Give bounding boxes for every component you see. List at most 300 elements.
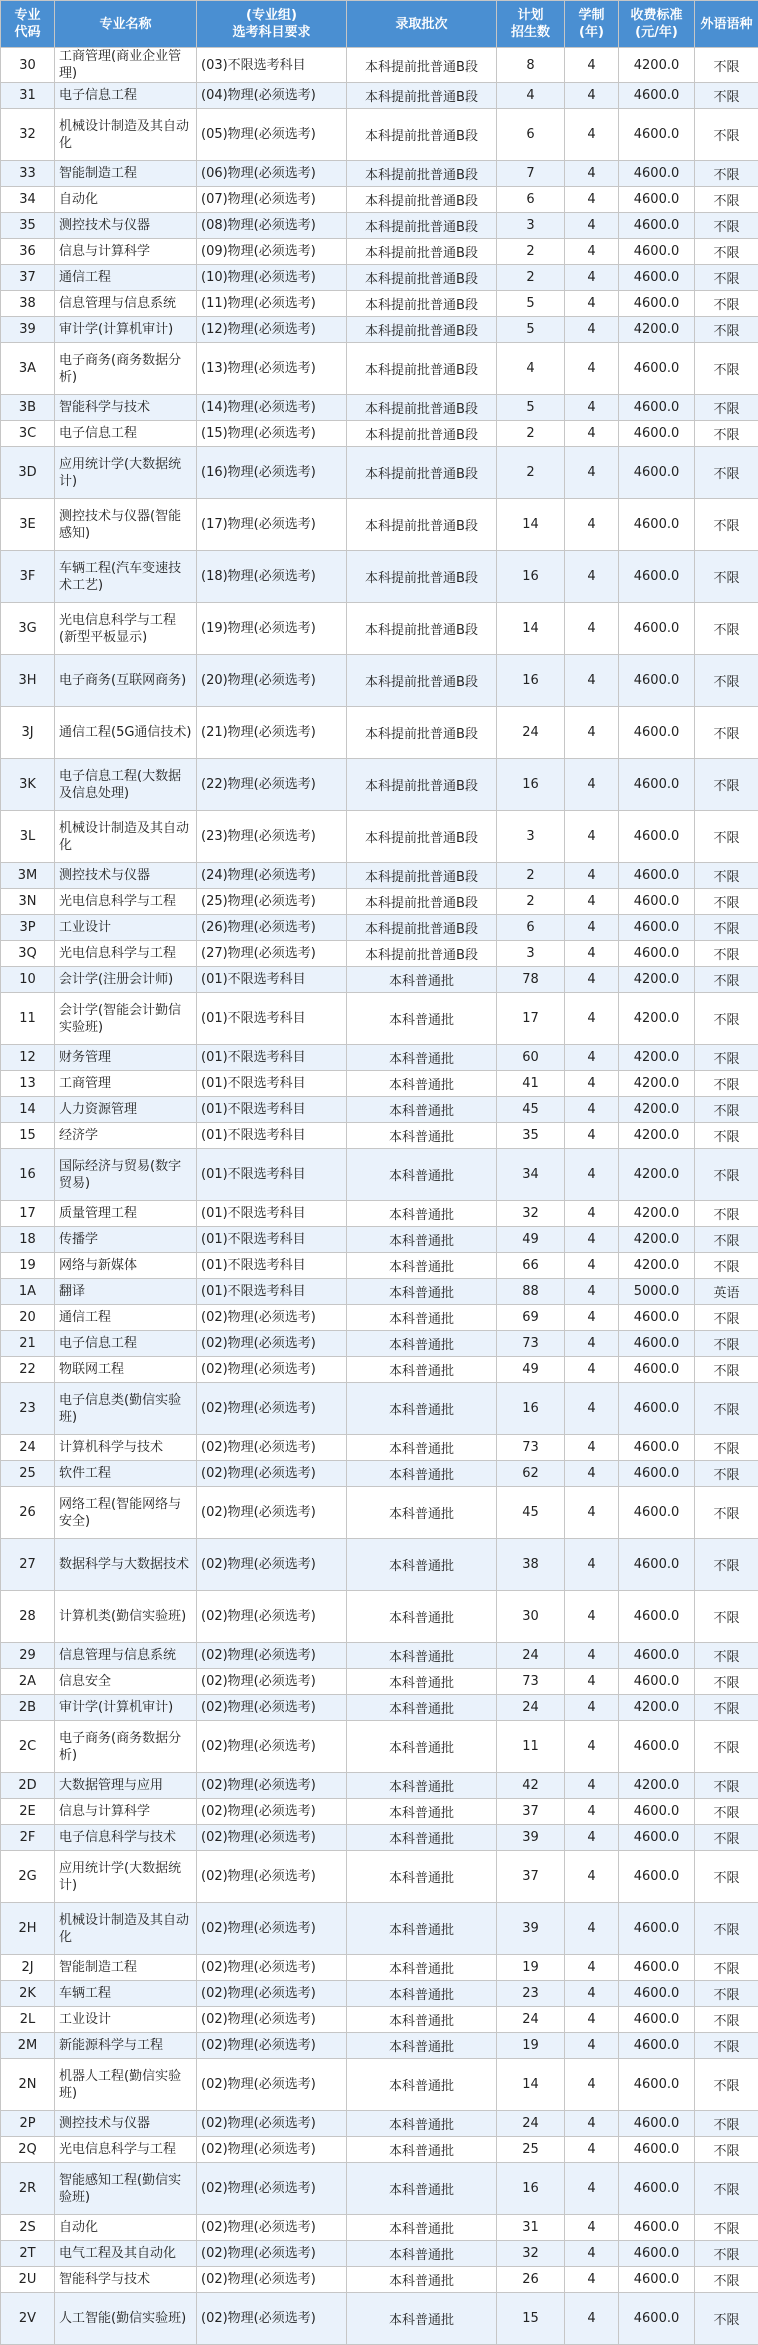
- cell-plan-count: 2: [497, 889, 565, 915]
- cell-subject-requirement: (27)物理(必须选考): [197, 941, 347, 967]
- header-duration: 学制 (年): [565, 1, 619, 48]
- cell-tuition: 4200.0: [619, 1149, 695, 1201]
- cell-duration: 4: [565, 1331, 619, 1357]
- cell-major-name: 信息安全: [55, 1669, 197, 1695]
- cell-subject-requirement: (08)物理(必须选考): [197, 213, 347, 239]
- cell-plan-count: 42: [497, 1773, 565, 1799]
- cell-subject-requirement: (02)物理(必须选考): [197, 1487, 347, 1539]
- cell-admission-batch: 本科普通批: [347, 1903, 497, 1955]
- cell-admission-batch: 本科普通批: [347, 1643, 497, 1669]
- cell-code: 2V: [1, 2293, 55, 2345]
- cell-subject-requirement: (09)物理(必须选考): [197, 239, 347, 265]
- cell-major-name: 车辆工程: [55, 1981, 197, 2007]
- cell-subject-requirement: (21)物理(必须选考): [197, 707, 347, 759]
- cell-tuition: 4600.0: [619, 1955, 695, 1981]
- cell-admission-batch: 本科普通批: [347, 1825, 497, 1851]
- cell-duration: 4: [565, 863, 619, 889]
- cell-major-name: 网络工程(智能网络与安全): [55, 1487, 197, 1539]
- cell-plan-count: 26: [497, 2267, 565, 2293]
- cell-code: 33: [1, 161, 55, 187]
- cell-code: 18: [1, 1227, 55, 1253]
- cell-tuition: 4600.0: [619, 265, 695, 291]
- cell-code: 11: [1, 993, 55, 1045]
- cell-major-name: 智能制造工程: [55, 1955, 197, 1981]
- cell-code: 28: [1, 1591, 55, 1643]
- cell-language: 不限: [695, 187, 758, 213]
- cell-code: 22: [1, 1357, 55, 1383]
- cell-major-name: 测控技术与仪器: [55, 863, 197, 889]
- cell-tuition: 4600.0: [619, 2163, 695, 2215]
- cell-code: 38: [1, 291, 55, 317]
- cell-duration: 4: [565, 1253, 619, 1279]
- table-row: [1, 499, 758, 551]
- cell-duration: 4: [565, 1799, 619, 1825]
- cell-duration: 4: [565, 1955, 619, 1981]
- cell-language: 不限: [695, 1643, 758, 1669]
- cell-major-name: 电子信息工程: [55, 421, 197, 447]
- table-row: [1, 2059, 758, 2111]
- cell-plan-count: 16: [497, 1383, 565, 1435]
- cell-language: 不限: [695, 655, 758, 707]
- table-row: [1, 1799, 758, 1825]
- cell-duration: 4: [565, 1903, 619, 1955]
- cell-major-name: 应用统计学(大数据统计): [55, 1851, 197, 1903]
- table-row: [1, 2137, 758, 2163]
- cell-major-name: 通信工程: [55, 265, 197, 291]
- cell-tuition: 4600.0: [619, 811, 695, 863]
- table-row: [1, 889, 758, 915]
- cell-duration: 4: [565, 2007, 619, 2033]
- cell-tuition: 4600.0: [619, 603, 695, 655]
- cell-major-name: 通信工程(5G通信技术): [55, 707, 197, 759]
- cell-code: 2F: [1, 1825, 55, 1851]
- cell-language: 不限: [695, 1071, 758, 1097]
- cell-duration: 4: [565, 2033, 619, 2059]
- cell-duration: 4: [565, 1461, 619, 1487]
- cell-tuition: 4600.0: [619, 395, 695, 421]
- cell-language: 不限: [695, 317, 758, 343]
- cell-plan-count: 24: [497, 1643, 565, 1669]
- cell-subject-requirement: (24)物理(必须选考): [197, 863, 347, 889]
- cell-admission-batch: 本科提前批普通B段: [347, 811, 497, 863]
- cell-code: 2Q: [1, 2137, 55, 2163]
- cell-tuition: 4600.0: [619, 1305, 695, 1331]
- cell-language: 不限: [695, 161, 758, 187]
- cell-major-name: 工业设计: [55, 2007, 197, 2033]
- cell-subject-requirement: (02)物理(必须选考): [197, 2059, 347, 2111]
- cell-admission-batch: 本科普通批: [347, 1357, 497, 1383]
- cell-code: 3A: [1, 343, 55, 395]
- cell-subject-requirement: (23)物理(必须选考): [197, 811, 347, 863]
- cell-code: 13: [1, 1071, 55, 1097]
- cell-admission-batch: 本科普通批: [347, 2215, 497, 2241]
- cell-major-name: 信息管理与信息系统: [55, 291, 197, 317]
- cell-subject-requirement: (20)物理(必须选考): [197, 655, 347, 707]
- cell-subject-requirement: (11)物理(必须选考): [197, 291, 347, 317]
- cell-major-name: 光电信息科学与工程: [55, 889, 197, 915]
- cell-subject-requirement: (03)不限选考科目: [197, 48, 347, 83]
- cell-tuition: 4600.0: [619, 1851, 695, 1903]
- cell-admission-batch: 本科普通批: [347, 1097, 497, 1123]
- cell-language: 不限: [695, 343, 758, 395]
- cell-plan-count: 5: [497, 291, 565, 317]
- table-row: [1, 317, 758, 343]
- cell-language: 不限: [695, 759, 758, 811]
- cell-duration: 4: [565, 265, 619, 291]
- cell-subject-requirement: (02)物理(必须选考): [197, 1539, 347, 1591]
- cell-tuition: 4200.0: [619, 1695, 695, 1721]
- table-row: [1, 213, 758, 239]
- cell-plan-count: 37: [497, 1851, 565, 1903]
- cell-major-name: 计算机类(勤信实验班): [55, 1591, 197, 1643]
- cell-code: 31: [1, 83, 55, 109]
- table-row: [1, 2163, 758, 2215]
- cell-code: 10: [1, 967, 55, 993]
- cell-tuition: 4600.0: [619, 239, 695, 265]
- cell-plan-count: 3: [497, 811, 565, 863]
- cell-code: 3J: [1, 707, 55, 759]
- cell-plan-count: 2: [497, 863, 565, 889]
- table-row: [1, 1669, 758, 1695]
- cell-duration: 4: [565, 1695, 619, 1721]
- cell-language: 不限: [695, 395, 758, 421]
- cell-code: 21: [1, 1331, 55, 1357]
- cell-admission-batch: 本科普通批: [347, 1201, 497, 1227]
- cell-code: 2H: [1, 1903, 55, 1955]
- cell-code: 2R: [1, 2163, 55, 2215]
- cell-tuition: 4200.0: [619, 967, 695, 993]
- cell-tuition: 4600.0: [619, 1357, 695, 1383]
- cell-major-name: 电子商务(商务数据分析): [55, 1721, 197, 1773]
- cell-tuition: 4200.0: [619, 48, 695, 83]
- cell-code: 16: [1, 1149, 55, 1201]
- cell-major-name: 信息管理与信息系统: [55, 1643, 197, 1669]
- cell-duration: 4: [565, 1045, 619, 1071]
- cell-tuition: 4600.0: [619, 499, 695, 551]
- table-row: [1, 1903, 758, 1955]
- table-row: [1, 2267, 758, 2293]
- cell-language: 不限: [695, 889, 758, 915]
- table-row: [1, 1253, 758, 1279]
- table-row: [1, 395, 758, 421]
- cell-subject-requirement: (02)物理(必须选考): [197, 1955, 347, 1981]
- cell-admission-batch: 本科提前批普通B段: [347, 707, 497, 759]
- cell-admission-batch: 本科提前批普通B段: [347, 317, 497, 343]
- cell-admission-batch: 本科普通批: [347, 1149, 497, 1201]
- cell-language: 不限: [695, 967, 758, 993]
- cell-admission-batch: 本科普通批: [347, 1981, 497, 2007]
- cell-major-name: 电气工程及其自动化: [55, 2241, 197, 2267]
- cell-code: 2M: [1, 2033, 55, 2059]
- cell-code: 29: [1, 1643, 55, 1669]
- cell-language: 不限: [695, 1721, 758, 1773]
- table-row: [1, 993, 758, 1045]
- cell-admission-batch: 本科提前批普通B段: [347, 421, 497, 447]
- cell-tuition: 4200.0: [619, 1045, 695, 1071]
- cell-subject-requirement: (15)物理(必须选考): [197, 421, 347, 447]
- cell-tuition: 4600.0: [619, 161, 695, 187]
- cell-language: 不限: [695, 707, 758, 759]
- cell-subject-requirement: (02)物理(必须选考): [197, 1981, 347, 2007]
- cell-tuition: 4200.0: [619, 1201, 695, 1227]
- table-row: [1, 1097, 758, 1123]
- cell-duration: 4: [565, 343, 619, 395]
- cell-major-name: 会计学(智能会计勤信实验班): [55, 993, 197, 1045]
- cell-duration: 4: [565, 1071, 619, 1097]
- cell-admission-batch: 本科提前批普通B段: [347, 941, 497, 967]
- cell-tuition: 4600.0: [619, 889, 695, 915]
- cell-tuition: 4200.0: [619, 1097, 695, 1123]
- cell-major-name: 信息与计算科学: [55, 1799, 197, 1825]
- cell-plan-count: 35: [497, 1123, 565, 1149]
- cell-plan-count: 2: [497, 239, 565, 265]
- cell-tuition: 4600.0: [619, 915, 695, 941]
- table-row: [1, 707, 758, 759]
- cell-major-name: 传播学: [55, 1227, 197, 1253]
- cell-tuition: 4600.0: [619, 1799, 695, 1825]
- table-row: [1, 83, 758, 109]
- cell-subject-requirement: (13)物理(必须选考): [197, 343, 347, 395]
- cell-subject-requirement: (02)物理(必须选考): [197, 1825, 347, 1851]
- cell-subject-requirement: (02)物理(必须选考): [197, 2111, 347, 2137]
- cell-subject-requirement: (02)物理(必须选考): [197, 1305, 347, 1331]
- cell-language: 不限: [695, 1357, 758, 1383]
- table-row: [1, 2007, 758, 2033]
- cell-language: 不限: [695, 1799, 758, 1825]
- cell-code: 3H: [1, 655, 55, 707]
- cell-admission-batch: 本科普通批: [347, 2033, 497, 2059]
- cell-admission-batch: 本科提前批普通B段: [347, 291, 497, 317]
- table-row: [1, 447, 758, 499]
- cell-major-name: 机械设计制造及其自动化: [55, 811, 197, 863]
- cell-major-name: 智能感知工程(勤信实验班): [55, 2163, 197, 2215]
- cell-language: 不限: [695, 1097, 758, 1123]
- header-subject-requirement: (专业组) 选考科目要求: [197, 1, 347, 48]
- cell-admission-batch: 本科普通批: [347, 1851, 497, 1903]
- cell-subject-requirement: (05)物理(必须选考): [197, 109, 347, 161]
- cell-duration: 4: [565, 1981, 619, 2007]
- cell-subject-requirement: (10)物理(必须选考): [197, 265, 347, 291]
- cell-plan-count: 15: [497, 2293, 565, 2345]
- table-row: [1, 863, 758, 889]
- cell-plan-count: 69: [497, 1305, 565, 1331]
- cell-language: 不限: [695, 1331, 758, 1357]
- cell-language: 不限: [695, 1045, 758, 1071]
- table-row: [1, 48, 758, 83]
- cell-code: 23: [1, 1383, 55, 1435]
- cell-duration: 4: [565, 2137, 619, 2163]
- cell-plan-count: 45: [497, 1097, 565, 1123]
- cell-major-name: 电子信息类(勤信实验班): [55, 1383, 197, 1435]
- cell-plan-count: 49: [497, 1357, 565, 1383]
- cell-subject-requirement: (07)物理(必须选考): [197, 187, 347, 213]
- cell-major-name: 电子信息工程(大数据及信息处理): [55, 759, 197, 811]
- cell-major-name: 物联网工程: [55, 1357, 197, 1383]
- cell-plan-count: 24: [497, 2111, 565, 2137]
- cell-subject-requirement: (01)不限选考科目: [197, 993, 347, 1045]
- cell-code: 14: [1, 1097, 55, 1123]
- cell-subject-requirement: (02)物理(必须选考): [197, 1773, 347, 1799]
- cell-language: 不限: [695, 1591, 758, 1643]
- cell-code: 2D: [1, 1773, 55, 1799]
- cell-language: 英语: [695, 1279, 758, 1305]
- cell-major-name: 人力资源管理: [55, 1097, 197, 1123]
- cell-subject-requirement: (04)物理(必须选考): [197, 83, 347, 109]
- cell-duration: 4: [565, 447, 619, 499]
- table-row: [1, 1487, 758, 1539]
- cell-language: 不限: [695, 993, 758, 1045]
- cell-code: 1A: [1, 1279, 55, 1305]
- cell-major-name: 智能科学与技术: [55, 2267, 197, 2293]
- cell-subject-requirement: (02)物理(必须选考): [197, 2267, 347, 2293]
- cell-major-name: 国际经济与贸易(数字贸易): [55, 1149, 197, 1201]
- cell-admission-batch: 本科普通批: [347, 1123, 497, 1149]
- cell-language: 不限: [695, 499, 758, 551]
- cell-subject-requirement: (02)物理(必须选考): [197, 1669, 347, 1695]
- table-row: [1, 239, 758, 265]
- table-row: [1, 811, 758, 863]
- cell-major-name: 人工智能(勤信实验班): [55, 2293, 197, 2345]
- cell-tuition: 4600.0: [619, 421, 695, 447]
- cell-subject-requirement: (01)不限选考科目: [197, 1045, 347, 1071]
- cell-subject-requirement: (01)不限选考科目: [197, 1071, 347, 1097]
- cell-subject-requirement: (02)物理(必须选考): [197, 1383, 347, 1435]
- cell-code: 25: [1, 1461, 55, 1487]
- cell-tuition: 4600.0: [619, 2059, 695, 2111]
- table-row: [1, 1643, 758, 1669]
- cell-duration: 4: [565, 1591, 619, 1643]
- cell-major-name: 计算机科学与技术: [55, 1435, 197, 1461]
- table-row: [1, 603, 758, 655]
- table-row: [1, 1435, 758, 1461]
- cell-admission-batch: 本科提前批普通B段: [347, 109, 497, 161]
- cell-plan-count: 78: [497, 967, 565, 993]
- cell-major-name: 大数据管理与应用: [55, 1773, 197, 1799]
- cell-language: 不限: [695, 1669, 758, 1695]
- header-major-name: 专业名称: [55, 1, 197, 48]
- cell-subject-requirement: (14)物理(必须选考): [197, 395, 347, 421]
- cell-major-name: 财务管理: [55, 1045, 197, 1071]
- cell-admission-batch: 本科普通批: [347, 1279, 497, 1305]
- cell-admission-batch: 本科普通批: [347, 1539, 497, 1591]
- cell-major-name: 信息与计算科学: [55, 239, 197, 265]
- cell-major-name: 质量管理工程: [55, 1201, 197, 1227]
- table-row: [1, 941, 758, 967]
- cell-admission-batch: 本科普通批: [347, 2293, 497, 2345]
- cell-admission-batch: 本科普通批: [347, 1071, 497, 1097]
- cell-subject-requirement: (01)不限选考科目: [197, 1123, 347, 1149]
- cell-duration: 4: [565, 993, 619, 1045]
- cell-subject-requirement: (02)物理(必须选考): [197, 2137, 347, 2163]
- cell-code: 2G: [1, 1851, 55, 1903]
- cell-duration: 4: [565, 941, 619, 967]
- cell-code: 27: [1, 1539, 55, 1591]
- cell-plan-count: 32: [497, 1201, 565, 1227]
- cell-admission-batch: 本科普通批: [347, 1305, 497, 1331]
- table-row: [1, 2241, 758, 2267]
- cell-plan-count: 8: [497, 48, 565, 83]
- cell-major-name: 测控技术与仪器: [55, 213, 197, 239]
- cell-language: 不限: [695, 1227, 758, 1253]
- cell-code: 2J: [1, 1955, 55, 1981]
- table-row: [1, 187, 758, 213]
- header-plan-count: 计划 招生数: [497, 1, 565, 48]
- cell-language: 不限: [695, 863, 758, 889]
- cell-duration: 4: [565, 1435, 619, 1461]
- cell-admission-batch: 本科提前批普通B段: [347, 915, 497, 941]
- cell-plan-count: 6: [497, 915, 565, 941]
- cell-language: 不限: [695, 421, 758, 447]
- cell-tuition: 4600.0: [619, 1825, 695, 1851]
- cell-language: 不限: [695, 1955, 758, 1981]
- cell-duration: 4: [565, 1149, 619, 1201]
- cell-language: 不限: [695, 1851, 758, 1903]
- cell-language: 不限: [695, 1149, 758, 1201]
- cell-code: 3D: [1, 447, 55, 499]
- cell-admission-batch: 本科普通批: [347, 1721, 497, 1773]
- cell-plan-count: 66: [497, 1253, 565, 1279]
- table-row: [1, 1539, 758, 1591]
- cell-major-name: 软件工程: [55, 1461, 197, 1487]
- cell-language: 不限: [695, 1695, 758, 1721]
- cell-duration: 4: [565, 1279, 619, 1305]
- cell-plan-count: 3: [497, 213, 565, 239]
- cell-major-name: 测控技术与仪器(智能感知): [55, 499, 197, 551]
- cell-duration: 4: [565, 2111, 619, 2137]
- cell-subject-requirement: (02)物理(必须选考): [197, 1643, 347, 1669]
- cell-tuition: 4600.0: [619, 2267, 695, 2293]
- cell-major-name: 机械设计制造及其自动化: [55, 1903, 197, 1955]
- cell-admission-batch: 本科普通批: [347, 1253, 497, 1279]
- cell-major-name: 工商管理: [55, 1071, 197, 1097]
- cell-admission-batch: 本科提前批普通B段: [347, 161, 497, 187]
- cell-subject-requirement: (12)物理(必须选考): [197, 317, 347, 343]
- cell-tuition: 4600.0: [619, 655, 695, 707]
- cell-admission-batch: 本科提前批普通B段: [347, 343, 497, 395]
- cell-code: 34: [1, 187, 55, 213]
- cell-code: 3K: [1, 759, 55, 811]
- cell-code: 3E: [1, 499, 55, 551]
- cell-subject-requirement: (01)不限选考科目: [197, 1279, 347, 1305]
- cell-language: 不限: [695, 2215, 758, 2241]
- table-row: [1, 1279, 758, 1305]
- cell-tuition: 4600.0: [619, 1461, 695, 1487]
- cell-admission-batch: 本科普通批: [347, 1773, 497, 1799]
- cell-tuition: 4600.0: [619, 2215, 695, 2241]
- cell-language: 不限: [695, 603, 758, 655]
- cell-duration: 4: [565, 395, 619, 421]
- cell-subject-requirement: (02)物理(必须选考): [197, 2241, 347, 2267]
- cell-major-name: 光电信息科学与工程: [55, 941, 197, 967]
- cell-duration: 4: [565, 551, 619, 603]
- cell-duration: 4: [565, 48, 619, 83]
- cell-major-name: 光电信息科学与工程(新型平板显示): [55, 603, 197, 655]
- header-tuition: 收费标准 (元/年): [619, 1, 695, 48]
- cell-tuition: 4600.0: [619, 1331, 695, 1357]
- cell-code: 39: [1, 317, 55, 343]
- cell-major-name: 网络与新媒体: [55, 1253, 197, 1279]
- cell-tuition: 4600.0: [619, 941, 695, 967]
- cell-language: 不限: [695, 2111, 758, 2137]
- cell-duration: 4: [565, 915, 619, 941]
- cell-subject-requirement: (01)不限选考科目: [197, 1201, 347, 1227]
- cell-plan-count: 19: [497, 1955, 565, 1981]
- cell-major-name: 工商管理(商业企业管理): [55, 48, 197, 83]
- cell-admission-batch: 本科普通批: [347, 2163, 497, 2215]
- cell-major-name: 电子信息科学与技术: [55, 1825, 197, 1851]
- table-row: [1, 759, 758, 811]
- cell-subject-requirement: (01)不限选考科目: [197, 1227, 347, 1253]
